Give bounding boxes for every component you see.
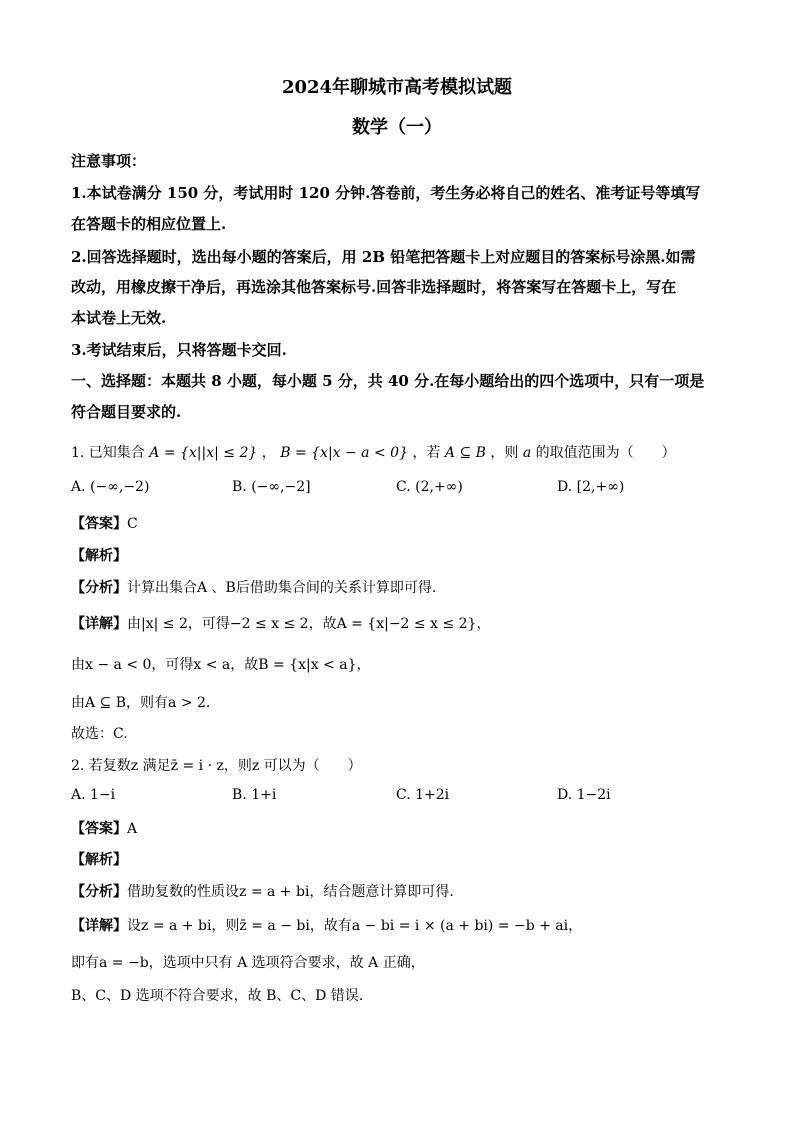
q1-answer	[71, 513, 731, 533]
q1-jiexi-tag: 【解析】	[71, 548, 127, 564]
q2-answer	[71, 818, 731, 838]
q2-option-c	[396, 787, 449, 803]
q1-option-c-value: (2,+∞)	[415, 479, 463, 495]
q2-fenxi-text: 借助复数的性质设z = a + bi，结合题意计算即可得.	[127, 884, 454, 900]
q1-stem-mid: ，若	[412, 445, 441, 461]
q1-fenxi-text: 计算出集合A 、B后借助集合间的关系计算即可得.	[127, 580, 437, 596]
q1-option-d-value: [2,+∞)	[576, 479, 625, 495]
q2-option-a	[71, 787, 115, 803]
q1-stem-suffix: 的取值范围为（ ）	[535, 445, 676, 461]
notes-item-2-line-2: 改动，用橡皮擦干净后，再选涂其他答案标号.回答非选择题时，将答案写在答题卡上，写在	[71, 278, 677, 296]
q1-option-c-letter: C.	[396, 479, 411, 495]
q1-fenxi-tag: 【分析】	[71, 580, 127, 596]
q2-option-b-letter: B.	[232, 787, 247, 803]
q2-xiangjie-3: B、C、D 选项不符合要求，故 B、C、D 错误.	[71, 988, 364, 1004]
q2-xiangjie-tag: 【详解】	[71, 918, 127, 934]
q2-option-a-value: 1−i	[90, 787, 116, 803]
q1-option-a	[71, 479, 149, 495]
q1-variable: a	[522, 445, 532, 461]
q2-fenxi-tag: 【分析】	[71, 884, 127, 900]
section-1-line-2: 符合题目要求的.	[71, 403, 182, 421]
q1-fenxi	[71, 577, 731, 597]
q1-xiangjie-3: 由A ⊆ B，则有a > 2.	[71, 695, 211, 711]
q1-stem-mid2: ，则	[490, 445, 519, 461]
q2-answer-tag: 【答案】	[71, 821, 127, 837]
section-1-line-1: 一、选择题：本题共 8 小题，每小题 5 分，共 40 分.在每小题给出的四个选项中，只有一项是	[71, 372, 705, 390]
q1-set-b: B = {x|x − a < 0}	[280, 445, 408, 461]
q2-option-b	[232, 787, 276, 803]
q1-option-b-letter: B.	[232, 479, 247, 495]
q2-option-a-letter: A.	[71, 787, 86, 803]
q2-fenxi	[71, 881, 731, 901]
q2-stem: 2. 若复数z 满足z̄ = i · z，则z 可以为（ ）	[71, 758, 362, 774]
q1-guxuan: 故选：C.	[71, 726, 128, 742]
q1-option-a-value: (−∞,−2)	[90, 479, 150, 495]
q1-xiangjie-2: 由x − a < 0，可得x < a，故B = {x|x < a}，	[71, 657, 371, 673]
q2-option-c-value: 1+2i	[415, 787, 450, 803]
notes-item-2-line-1: 2.回答选择题时，选出每小题的答案后，用 2B 铅笔把答题卡上对应题目的答案标号涂黑.如需	[71, 248, 696, 266]
q1-comma: ，	[261, 445, 276, 461]
notes-heading: 注意事项：	[71, 152, 147, 170]
page-title: 2024年聊城市高考模拟试题	[281, 77, 513, 98]
notes-item-1-line-2: 在答题卡的相应位置上.	[71, 215, 227, 233]
q2-option-d	[557, 787, 611, 803]
q2-option-c-letter: C.	[396, 787, 411, 803]
q1-xiangjie-tag: 【详解】	[71, 616, 127, 632]
q1-option-a-letter: A.	[71, 479, 86, 495]
q2-option-d-letter: D.	[557, 787, 573, 803]
q2-xiangjie-2: 即有a = −b，选项中只有 A 选项符合要求，故 A 正确，	[71, 955, 425, 971]
q1-option-d	[557, 479, 624, 495]
q1-subset: A ⊆ B	[444, 445, 486, 461]
q2-option-b-value: 1+i	[251, 787, 277, 803]
q2-answer-value: A	[127, 821, 138, 837]
notes-item-2-line-3: 本试卷上无效.	[71, 309, 167, 327]
q2-option-d-value: 1−2i	[576, 787, 611, 803]
q1-option-c	[396, 479, 463, 495]
q2-jiexi-tag: 【解析】	[71, 852, 127, 868]
q1-xiangjie-1	[71, 613, 731, 633]
q1-option-d-letter: D.	[557, 479, 573, 495]
notes-item-3: 3.考试结束后，只将答题卡交回.	[71, 341, 287, 359]
q1-set-a: A = {x||x| ≤ 2}	[149, 445, 258, 461]
q1-answer-value: C	[127, 516, 138, 532]
q2-xiangjie-text-1: 设z = a + bi，则z̄ = a − bi，故有a − bi = i × (a + bi) = −b + ai，	[127, 918, 583, 934]
notes-item-1-line-1: 1.本试卷满分 150 分，考试用时 120 分钟.答卷前，考生务必将自己的姓名、准考证号等填写	[71, 184, 701, 202]
q1-stem-prefix: 1. 已知集合	[71, 445, 145, 461]
q1-option-b-value: (−∞,−2]	[251, 479, 311, 495]
q1-stem	[71, 442, 731, 462]
page-subtitle: 数学（一）	[352, 117, 442, 138]
q1-answer-tag: 【答案】	[71, 516, 127, 532]
q1-xiangjie-text-1: 由|x| ≤ 2，可得−2 ≤ x ≤ 2，故A = {x|−2 ≤ x ≤ 2}，	[127, 616, 491, 632]
q1-option-b	[232, 479, 311, 495]
q2-xiangjie-1	[71, 915, 731, 935]
